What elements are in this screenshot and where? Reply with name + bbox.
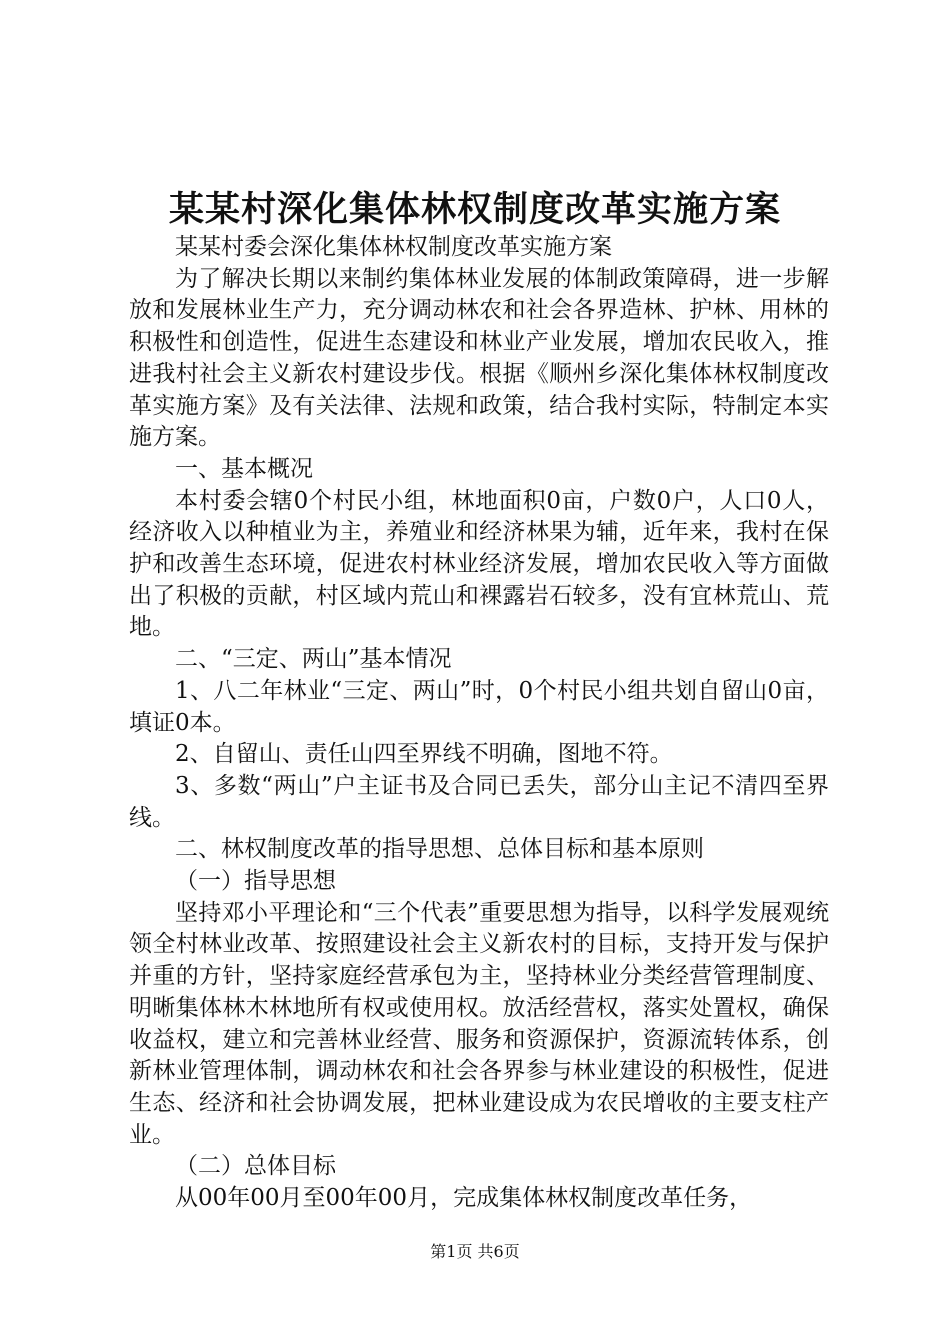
document-title: 某某村深化集体林权制度改革实施方案 (168, 189, 781, 230)
status-item-3: 3、多数“两山”户主证书及合同已丢失，部分山主记不清四至界线。 (129, 772, 829, 831)
status-item-1: 1、八二年林业“三定、两山”时，0个村民小组共划自留山0亩，填证0本。 (129, 677, 829, 736)
overview-paragraph: 本村委会辖0个村民小组，林地面积0亩，户数0户，人口0人，经济收入以种植业为主，养殖业和经济林果为辅，近年来，我村在保护和改善生态环境，促进农村林业经济发展，增加农民收入等方面做出了积极的贡献，村区域内荒山和裸露岩石较多，没有宜林荒山、荒地。 (129, 487, 829, 641)
section-heading-overview: 一、基本概况 (175, 455, 313, 482)
subtitle-paragraph: 某某村委会深化集体林权制度改革实施方案 (175, 234, 612, 260)
goals-paragraph: 从00年00月至00年00月，完成集体林权制度改革任务， (175, 1185, 753, 1212)
page-footer: 第1页 共6页 (430, 1242, 520, 1261)
subsection-heading-ideology: （一）指导思想 (175, 868, 336, 895)
intro-paragraph: 为了解决长期以来制约集体林业发展的体制政策障碍，进一步解放和发展林业生产力，充分调动林农和社会各界造林、护林、用林的积极性和创造性，促进生态建设和林业产业发展，增加农民收入，推进我村社会主义新农村建设步伐。根据《顺州乡深化集体林权制度改革实施方案》及有关法律、法规和政策，结合我村实际，特制定本实施方案。 (129, 265, 829, 451)
section-heading-guidance: 二、林权制度改革的指导思想、总体目标和基本原则 (175, 836, 704, 863)
status-item-2: 2、自留山、责任山四至界线不明确，图地不符。 (175, 741, 673, 768)
section-heading-status: 二、“三定、两山”基本情况 (175, 646, 452, 673)
ideology-paragraph: 坚持邓小平理论和“三个代表”重要思想为指导，以科学发展观统领全村林业改革、按照建设社会主义新农村的目标，支持开发与保护并重的方针，坚持家庭经营承包为主，坚持林业分类经营管理制度、明晰集体林木林地所有权或使用权。放活经营权，落实处置权，确保收益权，建立和完善林业经营、服务和资源保护，资源流转体系，创新林业管理体制，调动林农和社会各界参与林业建设的积极性，促进生态、经济和社会协调发展，把林业建设成为农民增收的主要支柱产业。 (129, 899, 829, 1148)
document-body (129, 232, 829, 1215)
subsection-heading-goals: （二）总体目标 (175, 1153, 336, 1180)
